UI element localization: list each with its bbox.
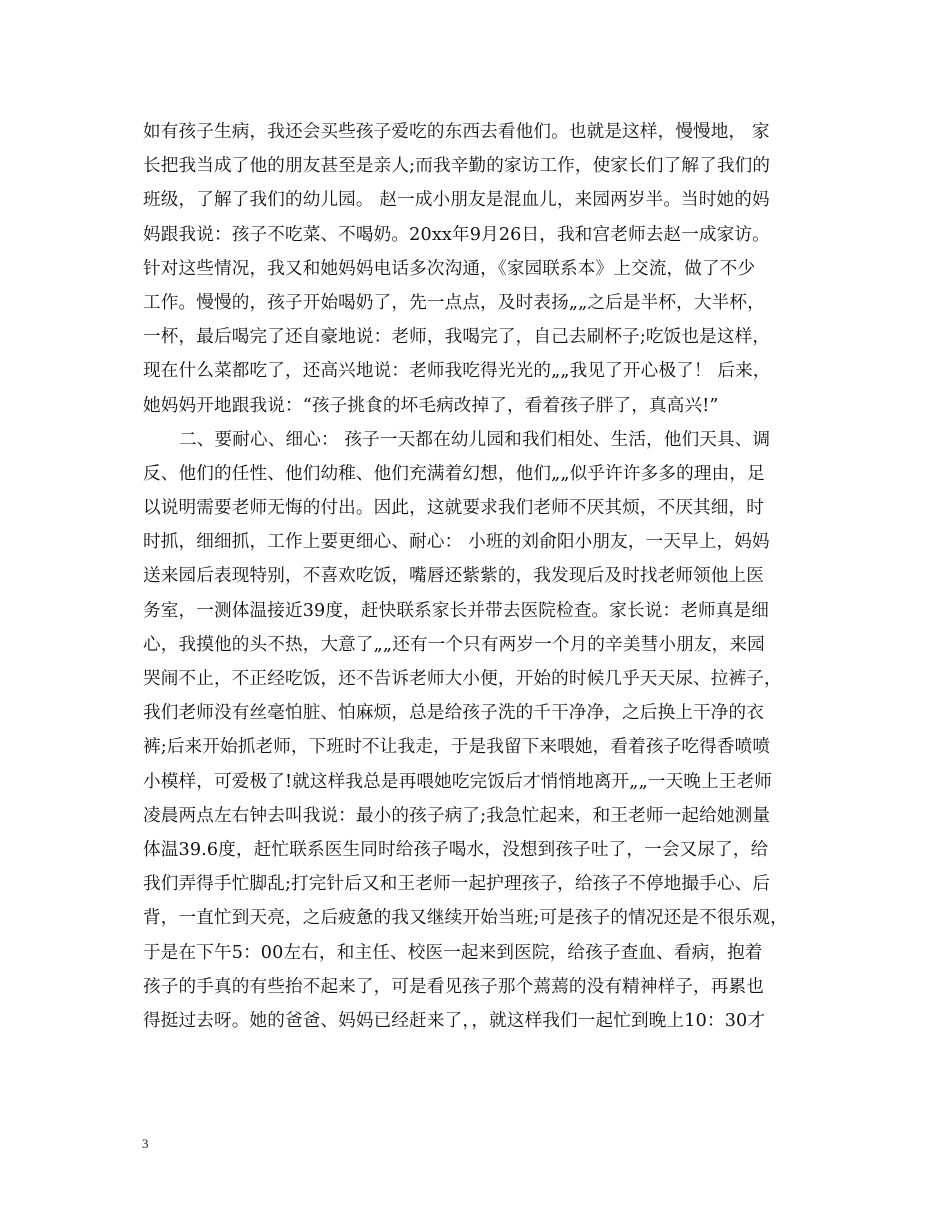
text-line: 时抓，细细抓，工作上要更细心、耐心： 小班的刘俞阳小朋友，一天早上，妈妈 bbox=[143, 532, 770, 553]
body-text bbox=[143, 115, 823, 1038]
text-line: 务室，一测体温接近39度，赶快联系家长并带去医院检查。家长说：老师真是细 bbox=[143, 600, 769, 621]
text-line: 一杯，最后喝完了还自豪地说：老师，我喝完了，自己去刷杯子;吃饭也是这样， bbox=[143, 327, 771, 348]
text-line: 反、他们的任性、他们幼稚、他们充满着幻想，他们„„似乎许许多多的理由，足 bbox=[143, 463, 765, 484]
text-line: 我们弄得手忙脚乱;打完针后又和王老师一起护理孩子，给孩子不停地撮手心、后 bbox=[143, 874, 771, 895]
text-line: 得挺过去呀。她的爸爸、妈妈已经赶来了，，就这样我们一起忙到晚上10：30才 bbox=[143, 1010, 766, 1031]
text-line: 心，我摸他的头不热，大意了„„还有一个只有两岁一个月的辛美彗小朋友，来园 bbox=[143, 634, 765, 655]
text-line: 裤;后来开始抓老师，下班时不让我走，于是我留下来喂她，看着孩子吃得香喷喷 bbox=[143, 737, 771, 758]
text-line: 针对这些情况，我又和她妈妈电话多次沟通，《家园联系本》上交流，做了不少 bbox=[143, 258, 756, 279]
text-line: 小模样，可爱极了!就这样我总是再喂她吃完饭后才悄悄地离开„„一天晚上王老师 bbox=[143, 771, 773, 792]
section-heading-line: 二、要耐心、细心： 孩子一天都在幼儿园和我们相处、生活，他们天具、调 bbox=[179, 429, 771, 450]
text-line: 体温39.6度，赶忙联系医生同时给孩子喝水，没想到孩子吐了，一会又尿了，给 bbox=[143, 839, 769, 860]
page-number: 3 bbox=[142, 1136, 149, 1151]
text-line: 于是在下午5：00左右，和主任、校医一起来到医院，给孩子查血、看病，抱着 bbox=[143, 942, 763, 963]
text-line: 我们老师没有丝毫怕脏、怕麻烦，总是给孩子洗的千干净净，之后换上干净的衣 bbox=[143, 703, 765, 724]
text-line: 班级，了解了我们的幼儿园。 赵一成小朋友是混血儿，来园两岁半。当时她的妈 bbox=[143, 190, 770, 211]
text-line: 送来园后表现特别，不喜欢吃饭，嘴唇还紫紫的，我发现后及时找老师领他上医 bbox=[143, 566, 765, 587]
text-line: 工作。慢慢的，孩子开始喝奶了，先一点点，及时表扬„„之后是半杯，大半杯， bbox=[143, 292, 765, 313]
text-line: 孩子的手真的有些抬不起来了，可是看见孩子那个蔫蔫的没有精神样子，再累也 bbox=[143, 976, 765, 997]
text-line: 哭闹不止，不正经吃饭，还不告诉老师大小便，开始的时候几乎天天尿、拉裤子， bbox=[143, 669, 782, 689]
text-line: 她妈妈开地跟我说：“孩子挑食的坏毛病改掉了，看着孩子胖了，真高兴!” bbox=[143, 395, 719, 416]
text-line: 长把我当成了他的朋友甚至是亲人;而我辛勤的家访工作，使家长们了解了我们的 bbox=[143, 156, 771, 177]
text-line: 如有孩子生病，我还会买些孩子爱吃的东西去看他们。也就是这样，慢慢地， 家 bbox=[143, 122, 770, 142]
text-line: 现在什么菜都吃了，还高兴地说：老师我吃得光光的„„我见了开心极了！ 后来， bbox=[143, 361, 771, 382]
text-line: 以说明需要老师无悔的付出。因此，这就要求我们老师不厌其烦，不厌其细，时 bbox=[143, 498, 765, 519]
text-line: 凌晨两点左右钟去叫我说：最小的孩子病了;我急忙起来，和王老师一起给她测量 bbox=[143, 805, 771, 826]
text-line: 妈跟我说：孩子不吃菜、不喝奶。20xx年9月26日，我和宫老师去赵一成家访。 bbox=[143, 224, 770, 245]
text-line: 背，一直忙到天亮，之后疲惫的我又继续开始当班;可是孩子的情况还是不很乐观， bbox=[143, 908, 788, 929]
